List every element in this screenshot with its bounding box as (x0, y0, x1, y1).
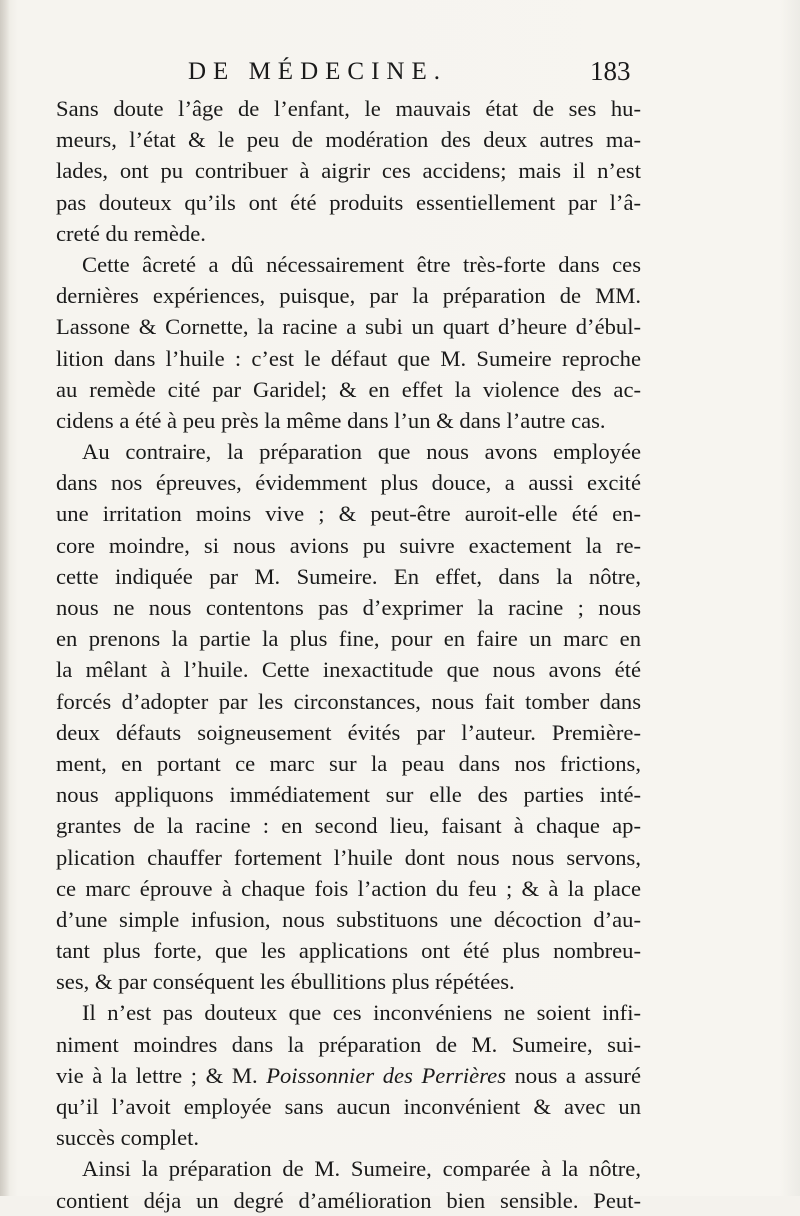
text-line: Au contraire, la préparation que nous avons employée (82, 439, 641, 465)
text-line: Il n’est pas douteux que ces inconvéniens ne soient infi- (82, 1000, 641, 1026)
text-line-segment: nous a assuré (505, 1062, 641, 1088)
text-line: cette indiquée par M. Sumeire. En effet, dans la nôtre, (56, 563, 641, 589)
text-line: Ainsi la préparation de M. Sumeire, comparée à la nôtre, (82, 1156, 641, 1182)
text-line: meurs, l’état & le peu de modération des deux autres ma- (56, 127, 641, 153)
text-line: cidens a été à peu près la même dans l’un & dans l’autre cas. (56, 407, 606, 433)
text-line: ment, en portant ce marc sur la peau dans nos frictions, (56, 750, 641, 776)
text-line: dernières expériences, puisque, par la préparation de MM. (56, 283, 641, 309)
text-line: ses, & par conséquent les ébullitions plus répétées. (56, 969, 515, 995)
text-line: grantes de la racine : en second lieu, faisant à chaque ap- (56, 813, 641, 839)
body-text (56, 93, 641, 1216)
text-line: d’une simple infusion, nous substituons une décoction d’au- (56, 906, 641, 932)
text-line: lition dans l’huile : c’est le défaut que M. Sumeire reproche (56, 345, 641, 371)
running-head (60, 56, 650, 96)
text-line: qu’il l’avoit employée sans aucun inconvénient & avec un (56, 1094, 641, 1119)
text-line: dans nos épreuves, évidemment plus douce, a aussi excité (56, 470, 641, 496)
text-line: contient déja un degré d’amélioration bien sensible. Peut- (56, 1187, 641, 1213)
italic-name: Poissonnier des Perrières (266, 1062, 506, 1088)
text-line: en prenons la partie la plus fine, pour en faire un marc en (56, 626, 641, 652)
text-line: pas douteux qu’ils ont été produits essentiellement par l’â- (56, 189, 641, 215)
page-number: 183 (590, 56, 631, 86)
text-line: Lassone & Cornette, la racine a subi un quart d’heure d’ébul- (56, 314, 641, 340)
text-line: une irritation moins vive ; & peut-être auroit-elle été en- (56, 501, 641, 527)
text-line: tant plus forte, que les applications ont été plus nombreu- (56, 938, 641, 964)
text-line: Cette âcreté a dû nécessairement être très-forte dans ces (82, 251, 641, 277)
text-line-segment: vie à la lettre ; & M. (56, 1062, 267, 1088)
text-line (56, 1060, 641, 1091)
text-line: la mêlant à l’huile. Cette inexactitude que nous avons été (56, 657, 641, 683)
running-head-title: DE MÉDECINE. (188, 58, 447, 85)
text-line: creté du remède. (56, 220, 206, 246)
page-gutter-shadow (0, 0, 10, 1196)
text-line: core moindre, si nous avions pu suivre exactement la re- (56, 532, 641, 558)
text-line: lades, ont pu contribuer à aigrir ces accidens; mais il n’est (56, 158, 641, 184)
text-line: succès complet. (56, 1125, 200, 1151)
text-line: ce marc éprouve à chaque fois l’action du feu ; & à la place (56, 875, 641, 901)
text-line: nous appliquons immédiatement sur elle des parties inté- (56, 782, 641, 808)
text-line: au remède cité par Garidel; & en effet la violence des ac- (56, 376, 641, 402)
text-line: deux défauts soigneusement évités par l’auteur. Première- (56, 719, 641, 745)
text-line: niment moindres dans la préparation de M. Sumeire, sui- (56, 1031, 641, 1057)
text-line: forcés d’adopter par les circonstances, nous fait tomber dans (56, 688, 641, 714)
text-line: nous ne nous contentons pas d’exprimer la racine ; nous (56, 595, 641, 620)
text-line: Sans doute l’âge de l’enfant, le mauvais état de ses hu- (56, 96, 641, 121)
text-line: plication chauffer fortement l’huile dont nous nous servons, (56, 844, 641, 870)
